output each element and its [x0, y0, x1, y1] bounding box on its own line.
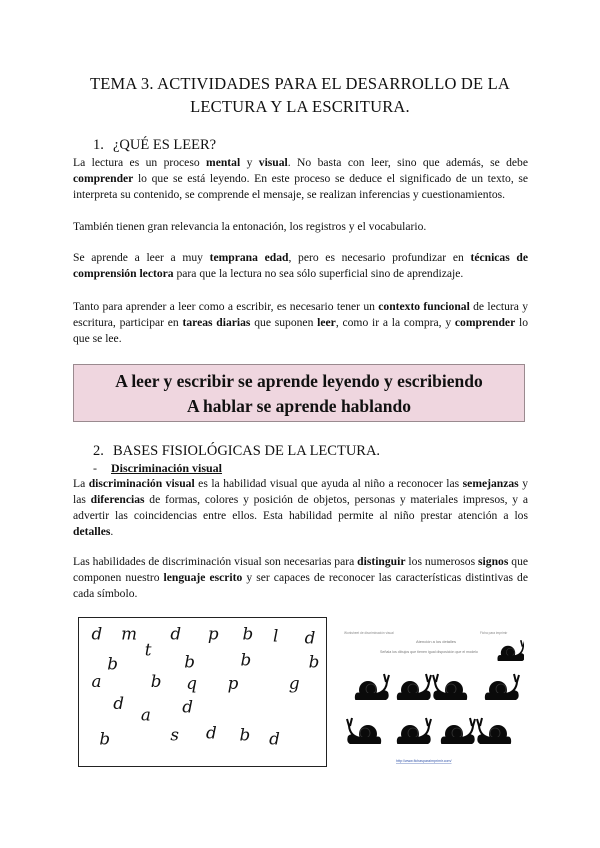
section-1-paragraph-2 [73, 219, 528, 235]
bold-term: signos [478, 555, 509, 568]
text-run: La [73, 477, 89, 490]
snail-icon [355, 674, 389, 700]
letter-a: a [140, 704, 151, 725]
bold-term: temprana edad [209, 251, 289, 264]
letter-b: b [99, 728, 111, 749]
section-2-heading [93, 443, 380, 460]
bold-term: lenguaje escrito [163, 571, 243, 584]
text-run: , pero es necesario profundizar en [288, 251, 471, 264]
text-run: y ser capaces de reconocer las características distintivas de cada símbolo. [73, 571, 528, 600]
bold-term: diferencias [90, 493, 145, 506]
section-2-number: 2. [93, 443, 104, 459]
snail-icon [485, 674, 519, 700]
callout-box [73, 364, 525, 422]
section-1-title: ¿QUÉ ES LEER? [113, 137, 217, 153]
callout-line-1: A leer y escribir se aprende leyendo y escribiendo [115, 371, 483, 391]
letter-q: q [186, 673, 197, 694]
letter-a: a [91, 671, 102, 692]
snails-instruction: Señala los dibujos que tienen igual disposición que el modelo [380, 650, 478, 654]
letter-d: d [269, 728, 280, 749]
snails-header-right: Ficha para imprimir [480, 631, 508, 635]
bold-term: técnicas de comprensión lectora [73, 251, 529, 280]
snail-icon [347, 718, 381, 744]
snails-canvas [338, 623, 524, 765]
letter-b: b [107, 653, 119, 674]
snail-icon [441, 718, 475, 744]
text-run: lo que se está leyendo. En este proceso se deduce el significado de un texto, se interpreta su contenido, se comprende el mensaje, se realizan inferencias y cuestionamientos. [73, 172, 528, 201]
text-run: lo que se lee. [73, 316, 529, 345]
letter-d: d [113, 692, 124, 713]
letter-t: t [144, 639, 152, 660]
text-run: Se aprende a leer a muy [73, 251, 210, 264]
bold-term: mental [206, 156, 241, 169]
text-run: que suponen [250, 316, 318, 329]
text-run: . No basta con leer, sino que además, se debe [287, 156, 528, 169]
letter-m: m [121, 623, 138, 644]
letter-b: b [240, 649, 252, 670]
text-run: . [110, 525, 114, 538]
letter-d: d [304, 627, 316, 648]
section-2-title: BASES FISIOLÓGICAS DE LA LECTURA. [113, 443, 381, 459]
bold-term: discriminación visual [88, 477, 195, 490]
bold-term: visual [258, 156, 288, 169]
letter-s: s [170, 724, 180, 745]
text-run: , como ir a la compra, y [335, 316, 455, 329]
text-run: y [240, 156, 259, 169]
section-2-paragraph-1 [73, 476, 528, 540]
bold-term: distinguir [357, 555, 406, 568]
text-run: de formas, colores y posición de objetos, personas y materiales impresos, y a advertir las coincidencias entre ellos. Esta habilidad permite al niño prestar atención a los [73, 493, 528, 522]
snail-icon [397, 674, 431, 700]
text-run: los numerosos [405, 555, 479, 568]
letter-g: g [288, 673, 300, 694]
text-run: También tienen gran relevancia la entonación, los registros y el vocabulario. [73, 220, 427, 233]
letter-p: p [227, 673, 239, 694]
section-1-paragraph-3 [73, 250, 528, 282]
letter-b: b [308, 651, 320, 672]
model-snail-icon [498, 640, 524, 661]
section-1-paragraph-1 [73, 155, 528, 203]
text-run: para que la lectura no sea sólo superficial sino de aprendizaje. [173, 267, 464, 280]
section-1-paragraph-4 [73, 299, 528, 347]
letters-figure [78, 617, 327, 767]
letter-l: l [273, 625, 279, 646]
letter-d: d [205, 722, 217, 743]
letter-b: b [184, 651, 195, 672]
snail-icon [477, 718, 511, 744]
snails-footer: http://www.fichasparaimprimir.com/ [396, 759, 452, 763]
text-run: La lectura es un proceso [73, 156, 207, 169]
title-line-1: TEMA 3. ACTIVIDADES PARA EL DESARROLLO DE LA [89, 74, 511, 93]
letter-b: b [242, 623, 254, 644]
text-run: y las [73, 477, 529, 506]
bold-term: tareas diarias [182, 316, 251, 329]
letter-p: p [207, 623, 219, 644]
title-line-2: LECTURA Y LA ESCRITURA. [190, 97, 410, 116]
subsection-dash: - [93, 461, 97, 475]
document-title [70, 72, 530, 118]
letter-d: d [91, 623, 103, 644]
letter-d: d [170, 623, 182, 644]
subsection-title: Discriminación visual [111, 461, 223, 475]
callout-line-2: A hablar se aprende hablando [186, 396, 411, 416]
text-run: es la habilidad visual que ayuda al niño a reconocer las [194, 477, 463, 490]
snails-header-left: Worksheet de discriminación visual [344, 631, 394, 635]
section-1-number: 1. [93, 137, 104, 153]
text-run: que componen nuestro [73, 555, 529, 584]
letters-canvas [79, 618, 326, 766]
snails-header-center: Atención a los detalles [416, 639, 457, 644]
bold-term: contexto funcional [378, 300, 470, 313]
bold-term: comprender [73, 172, 134, 185]
text-run: Las habilidades de discriminación visual son necesarias para [73, 555, 358, 568]
snails-figure [338, 623, 524, 765]
bold-term: semejanzas [462, 477, 519, 490]
section-2-paragraph-2 [73, 554, 528, 602]
snail-icon [433, 674, 467, 700]
subsection-heading [93, 461, 222, 476]
section-1-heading [93, 137, 216, 154]
text-run: Tanto para aprender a leer como a escribir, es necesario tener un [73, 300, 379, 313]
letter-b: b [239, 724, 251, 745]
snail-icon [397, 718, 431, 744]
bold-term: detalles [73, 525, 111, 538]
letter-b: b [150, 671, 162, 692]
bold-term: leer [317, 316, 336, 329]
letter-d: d [182, 696, 194, 717]
bold-term: comprender [454, 316, 516, 329]
text-run: de lectura y escritura, participar en [73, 300, 528, 329]
